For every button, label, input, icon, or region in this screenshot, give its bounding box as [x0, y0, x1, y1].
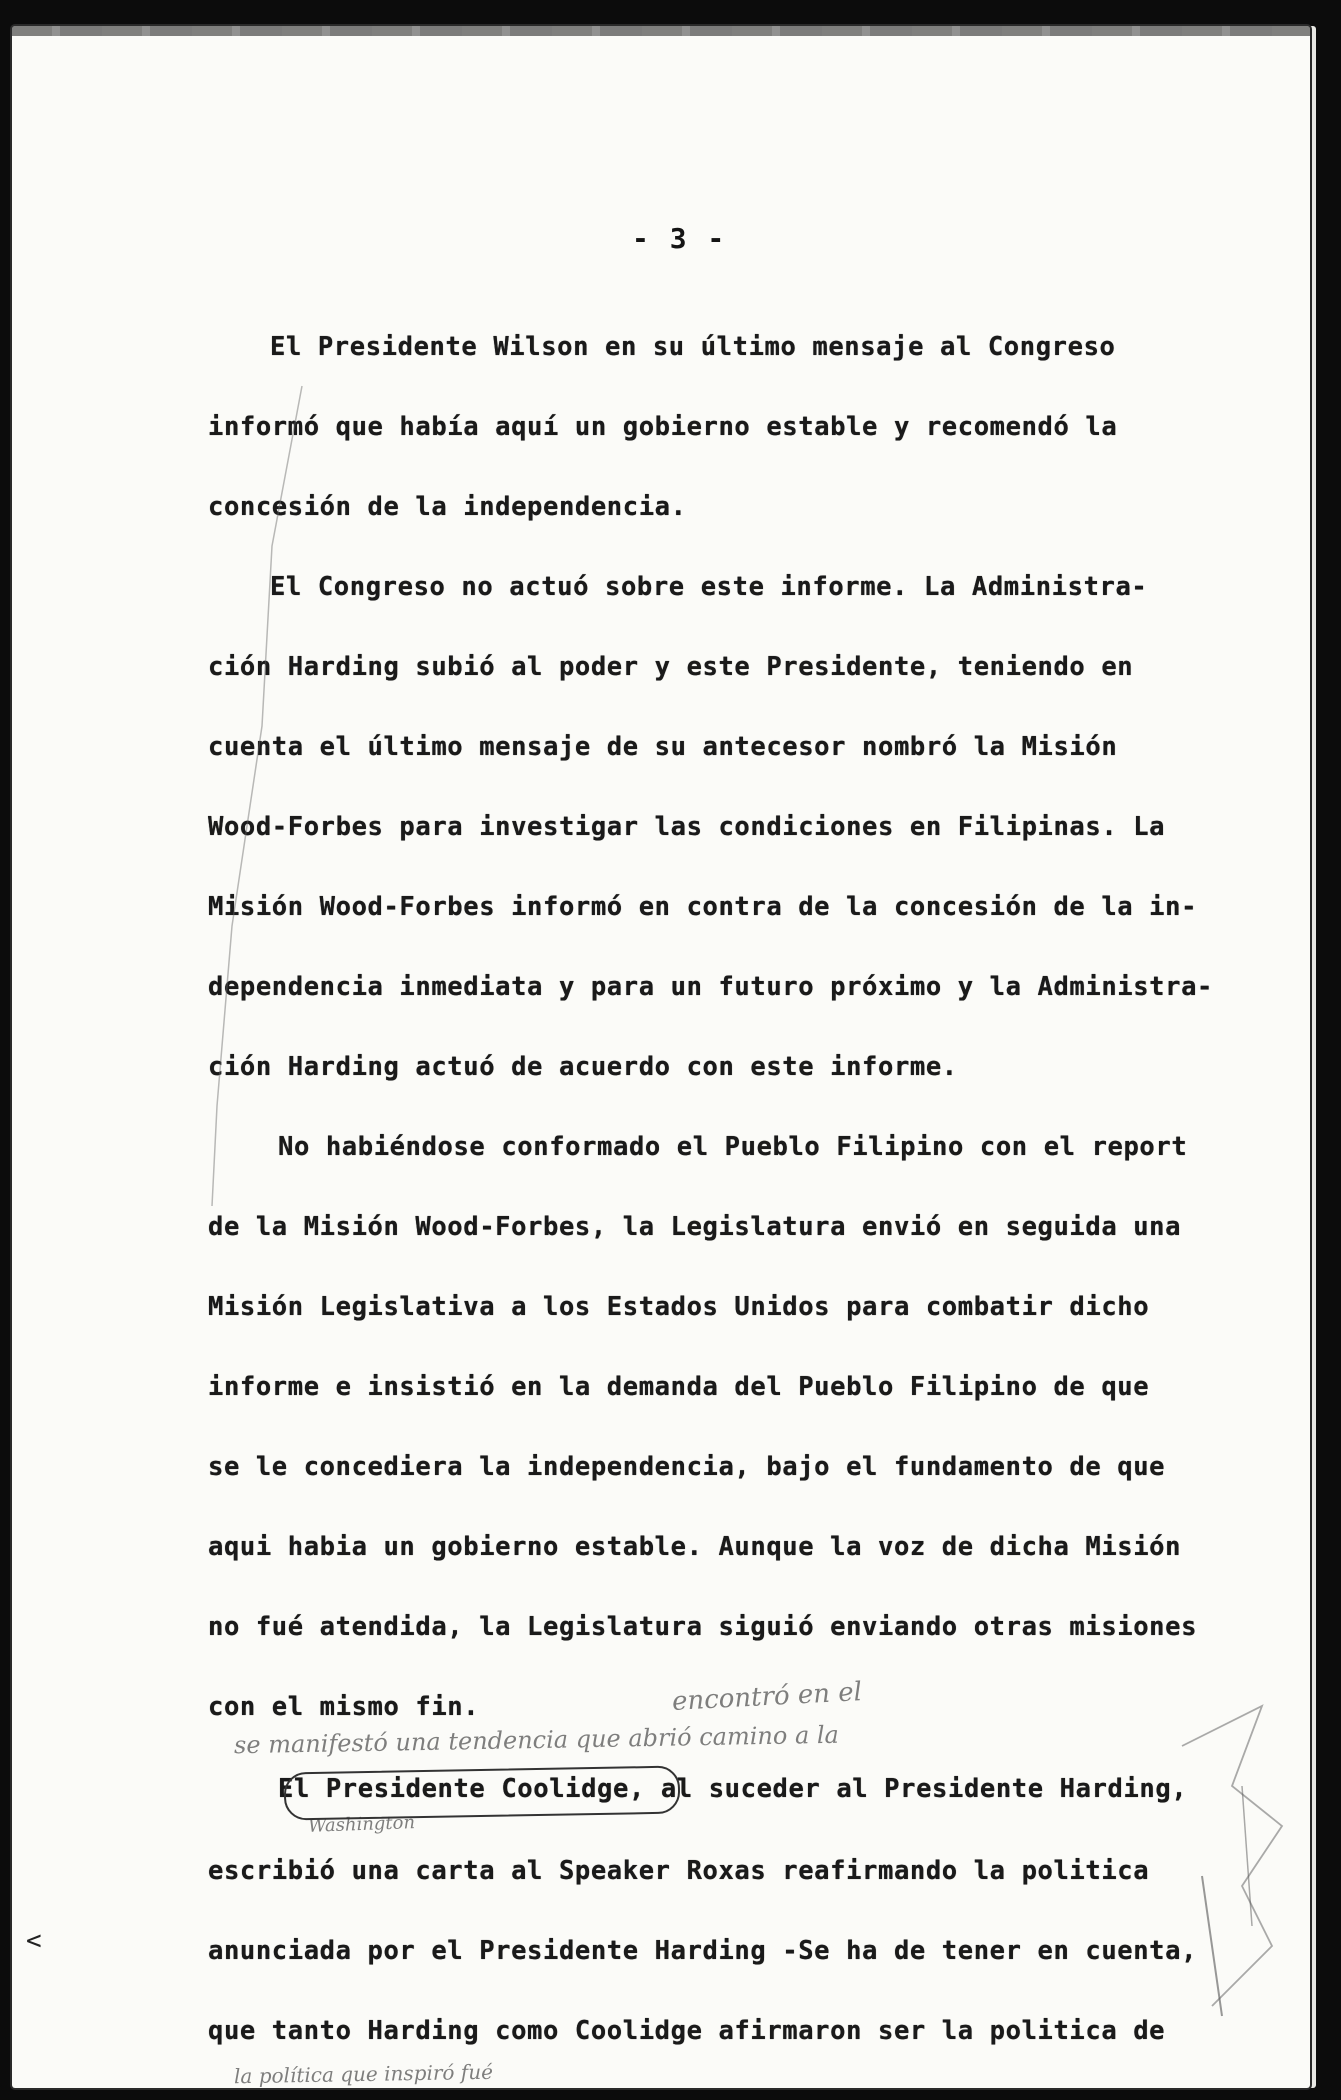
paragraph-3-line-8: con el mismo fin. [208, 1692, 480, 1722]
paragraph-2-line-3: cuenta el último mensaje de su antecesor nombró la Misión [208, 732, 1118, 762]
paragraph-4-line-3: anunciada por el Presidente Harding -Se ha de tener en cuenta, [208, 1936, 1198, 1966]
paper-top-edge [12, 26, 1310, 36]
paragraph-2-line-7: ción Harding actuó de acuerdo con este informe. [208, 1052, 958, 1082]
paragraph-3-line-4: informe e insistió en la demanda del Pueblo Filipino de que [208, 1372, 1150, 1402]
paragraph-3-line-7: no fué atendida, la Legislatura siguió enviando otras misiones [208, 1612, 1198, 1642]
paragraph-3-line-3: Misión Legislativa a los Estados Unidos para combatir dicho [208, 1292, 1150, 1322]
paragraph-3-line-6: aqui habia un gobierno estable. Aunque la voz de dicha Misión [208, 1532, 1182, 1562]
paragraph-4-line-1: El Presidente Coolidge, al suceder al Presidente Harding, [278, 1774, 1188, 1804]
handwritten-note-1: encontró en el [671, 1677, 863, 1717]
margin-bracket-mark: < [26, 1926, 42, 1956]
paragraph-2-line-4: Wood-Forbes para investigar las condiciones en Filipinas. La [208, 812, 1166, 842]
paragraph-4-line-2: escribió una carta al Speaker Roxas reafirmando la politica [208, 1856, 1150, 1886]
page-number: - 3 - [632, 222, 727, 255]
circled-phrase-mark [284, 1766, 681, 1821]
paragraph-3-line-1: No habiéndose conformado el Pueblo Filipino con el report [278, 1132, 1188, 1162]
handwritten-note-2: se manifestó una tendencia que abrió camino a la [233, 1720, 840, 1760]
paragraph-1-line-2: informó que había aquí un gobierno estable y recomendó la [208, 412, 1118, 442]
paragraph-1-line-1: El Presidente Wilson en su último mensaje al Congreso [270, 332, 1116, 362]
paragraph-1-line-3: concesión de la independencia. [208, 492, 687, 522]
document-page [12, 26, 1310, 2088]
handwritten-note-3: Washington [307, 1812, 416, 1837]
paragraph-2-line-1: El Congreso no actuó sobre este informe. La Administra- [270, 572, 1148, 602]
paragraph-2-line-2: ción Harding subió al poder y este Presidente, teniendo en [208, 652, 1134, 682]
paragraph-2-line-6: dependencia inmediata y para un futuro próximo y la Administra- [208, 972, 1213, 1002]
paragraph-2-line-5: Misión Wood-Forbes informó en contra de la concesión de la in- [208, 892, 1198, 922]
paragraph-3-line-2: de la Misión Wood-Forbes, la Legislatura envió en seguida una [208, 1212, 1182, 1242]
paragraph-3-line-5: se le concediera la independencia, bajo el fundamento de que [208, 1452, 1166, 1482]
paragraph-4-line-4: que tanto Harding como Coolidge afirmaron ser la politica de [208, 2016, 1166, 2046]
handwritten-note-4: la política que inspiró fué [233, 2059, 494, 2088]
